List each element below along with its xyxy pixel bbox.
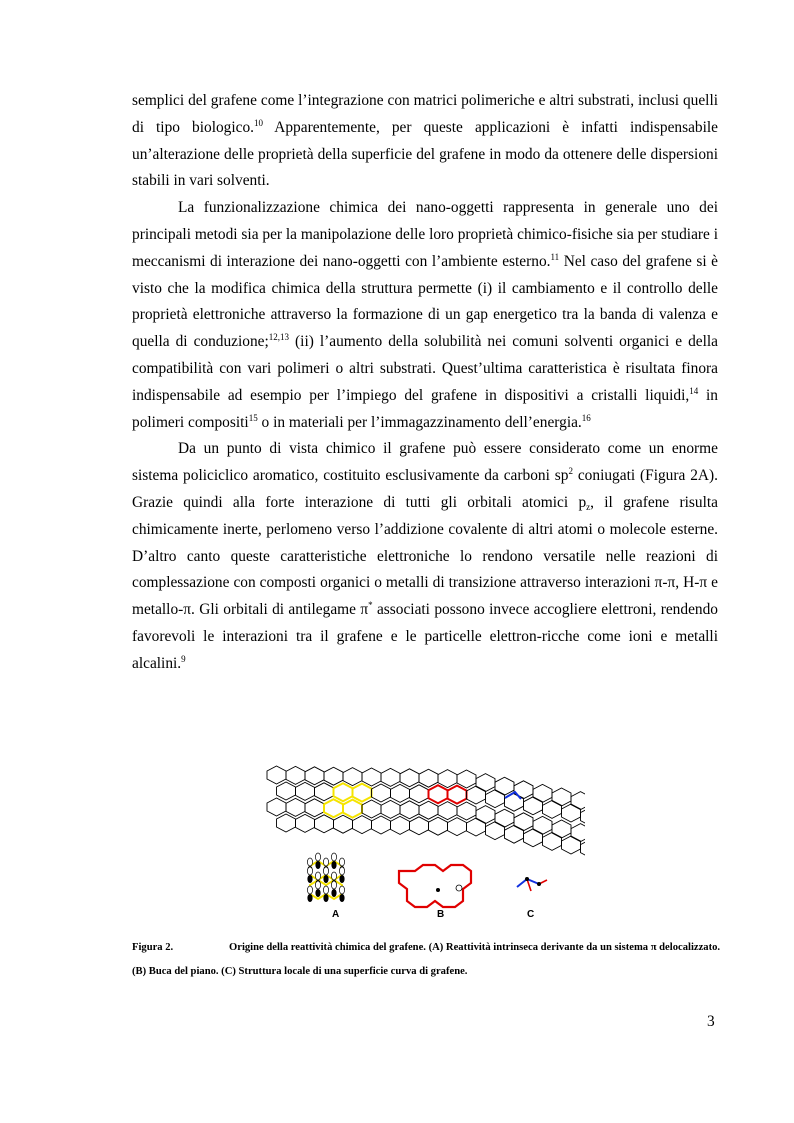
hexagon-ring [552, 820, 571, 838]
hexagon-ring [457, 802, 476, 820]
citation: 10 [254, 117, 264, 128]
hexagon-ring [429, 817, 448, 835]
hexagon-ring [372, 784, 391, 802]
hexagon-ring [467, 786, 486, 804]
hexagon-ring [476, 806, 495, 824]
hexagon-ring [286, 766, 305, 784]
body-text [132, 88, 718, 678]
hexagon-ring [305, 767, 324, 785]
pz-orbital-lobe [339, 875, 344, 883]
hexagon-ring [277, 782, 296, 800]
hexagon-ring [505, 825, 524, 843]
hexagon-ring [391, 784, 410, 802]
figure-2 [255, 758, 585, 928]
hexagon-ring [362, 800, 381, 818]
page-number: 3 [707, 1013, 715, 1030]
pz-orbital-lobe [307, 886, 312, 894]
hexagon-ring [562, 836, 581, 854]
hexagon-ring [400, 801, 419, 819]
hexagon-ring [353, 784, 372, 802]
caption-text: Origine della reattività chimica del grafene. (A) Reattività intrinseca derivante da un sistema π delocalizzato. (B) Buca del piano. (C) Struttura locale di una superficie curva di grafene. [132, 942, 721, 977]
hexagon-ring [581, 808, 586, 826]
hexagon-ring [334, 815, 353, 833]
structure-b [399, 865, 471, 907]
hexagon-ring [552, 788, 571, 806]
hexagon-ring [571, 824, 585, 842]
hexagon-ring [457, 770, 476, 788]
pz-orbital-lobe [339, 886, 344, 894]
hexagon-ring [543, 832, 562, 850]
hexagon-ring [429, 785, 448, 803]
hexagon-ring [391, 816, 410, 834]
hexagon-ring [381, 800, 400, 818]
pz-orbital-lobe [339, 894, 344, 902]
hexagon-ring [267, 798, 286, 816]
pz-orbital-lobe [331, 889, 336, 897]
hexagon-ring [277, 814, 296, 832]
citation: 14 [689, 385, 699, 396]
hexagon-ring [486, 790, 505, 808]
pz-orbital-lobe [331, 861, 336, 869]
caption-number: Figura 2. [132, 942, 174, 953]
hexagon-ring [533, 816, 552, 834]
superscript: 2 [568, 466, 573, 477]
hexagon-ring [514, 813, 533, 831]
pz-orbital-lobe [307, 875, 312, 883]
pz-orbital-lobe [315, 881, 320, 889]
figure-label-a: A [332, 909, 340, 920]
pz-orbital-lobe [339, 867, 344, 875]
pz-orbital-lobe [323, 875, 328, 883]
figure-caption [132, 936, 722, 984]
hexagon-ring [476, 774, 495, 792]
pz-orbital-lobe [307, 867, 312, 875]
hexagon-ring [353, 816, 372, 834]
pz-orbital-lobe [331, 853, 336, 861]
graphene-sheet [267, 766, 585, 858]
hexagon-ring [362, 768, 381, 786]
hexagon-ring [324, 799, 343, 817]
pz-orbital-lobe [307, 858, 312, 866]
hexagon-ring [381, 768, 400, 786]
graphene-illustration [255, 758, 585, 928]
superscript: * [368, 600, 373, 611]
hexagon-ring [343, 800, 362, 818]
citation: 16 [581, 412, 591, 423]
hexagon-ring [571, 792, 585, 810]
curved-bond [505, 792, 521, 799]
pz-orbital-lobe [323, 886, 328, 894]
hexagon-ring [410, 785, 429, 803]
paragraph-1: semplici del grafene come l’integrazione con matrici polimeriche e altri substrati, inclusi quelli di tipo biologico.$^{10}$ Apparentemente, per queste applicazioni è infatti indispensabile un’alterazione delle proprietà della superficie del grafene in modo da ottenere delle dispersioni stabili in vari solventi. [132, 92, 719, 190]
pz-orbital-lobe [339, 858, 344, 866]
hexagon-ring [514, 781, 533, 799]
hexagon-ring [372, 816, 391, 834]
hexagon-ring [486, 822, 505, 840]
hexagon-ring [438, 770, 457, 788]
citation: 11 [550, 251, 560, 262]
hexagon-ring [448, 786, 467, 804]
hexagon-ring [581, 840, 586, 858]
pz-orbital-lobe [315, 872, 320, 880]
hexagon-ring [315, 815, 334, 833]
pz-orbital-lobe [331, 872, 336, 880]
hexagon-ring [438, 802, 457, 820]
hexagon-ring [267, 766, 286, 784]
pz-orbital-lobe [307, 894, 312, 902]
hexagon-ring [334, 783, 353, 801]
pz-orbital-lobe [315, 853, 320, 861]
hexagon-ring [495, 777, 514, 795]
citation: 15 [248, 412, 258, 423]
hexagon-ring [315, 783, 334, 801]
subscript: z [586, 501, 591, 512]
pz-orbital-lobe [315, 889, 320, 897]
hexagon-ring [305, 799, 324, 817]
hexagon-ring [467, 818, 486, 836]
hexagon-ring [448, 818, 467, 836]
pz-orbital-lobe [323, 867, 328, 875]
pz-orbital-lobe [331, 881, 336, 889]
paragraph-3: Da un punto di vista chimico il grafene può essere considerato come un enorme sistema policiclico aromatico, costituito esclusivamente da carboni $sp^2$ coniugati (Figura 2A). Grazie quindi alla forte interazione di tutti gli orbitali atomici $p_z$, il grafene risulta chimicamente inerte, perlomeno verso l’addizione covalente di altri atomi o molecole esterne. D’altro canto queste caratteristiche elettroniche lo rendono versatile nelle reazioni di complessazione con composti organici o metalli di transizione attraverso interazioni π-π, H-π e metallo-π. Gli orbitali di antilegame π* associati possono invece accogliere elettroni, rendendo favorevoli le interazioni tra il grafene e le particelle elettron-ricche come ioni e metalli alcalini.$^9$ [132, 440, 719, 672]
hexagon-ring [324, 767, 343, 785]
hexagon-ring [419, 801, 438, 819]
hexagon-ring [296, 782, 315, 800]
hexagon-ring [400, 769, 419, 787]
hexagon-ring [524, 829, 543, 847]
figure-label-c: C [527, 909, 535, 920]
hexagon-ring [562, 804, 581, 822]
hexagon-ring [524, 797, 543, 815]
citation: 9 [181, 653, 186, 664]
pz-orbital-lobe [315, 861, 320, 869]
structure-c [517, 877, 547, 891]
pz-orbital-lobe [323, 894, 328, 902]
hexagon-ring [410, 817, 429, 835]
hexagon-ring [296, 814, 315, 832]
paragraph-2: La funzionalizzazione chimica dei nano-oggetti rappresenta in generale uno dei principali metodi sia per la manipolazione delle loro proprietà chimico-fisiche sia per studiare i meccanismi di interazione dei nano-oggetti con l’ambiente esterno.$^{11}$ Nel caso del grafene si è visto che la modifica chimica della struttura permette (i) il cambiamento e il controllo delle proprietà elettroniche attraverso la formazione di un gap energetico tra la banda di valenza e quella di conduzione;$^{12,13}$ (ii) l’aumento della solubilità nei comuni solventi organici e della compatibilità con vari polimeri o altri substrati. Quest’ultima caratteristica è risultata finora indispensabile ad esempio per l’impiego del grafene in dispositivi a cristalli liquidi,$^{14}$ in polimeri compositi$^{15}$ o in materiali per l’immagazzinamento dell’energia.$^{16}$ [132, 199, 718, 431]
hexagon-ring [419, 769, 438, 787]
hexagon-ring [533, 784, 552, 802]
hexagon-ring [343, 768, 362, 786]
pz-orbital-lobe [323, 858, 328, 866]
citation: 12,13 [268, 332, 290, 343]
hexagon-ring [286, 798, 305, 816]
hexagon-ring [543, 800, 562, 818]
hexagon-ring [495, 809, 514, 827]
figure-label-b: B [437, 909, 445, 920]
structure-a [307, 853, 344, 902]
